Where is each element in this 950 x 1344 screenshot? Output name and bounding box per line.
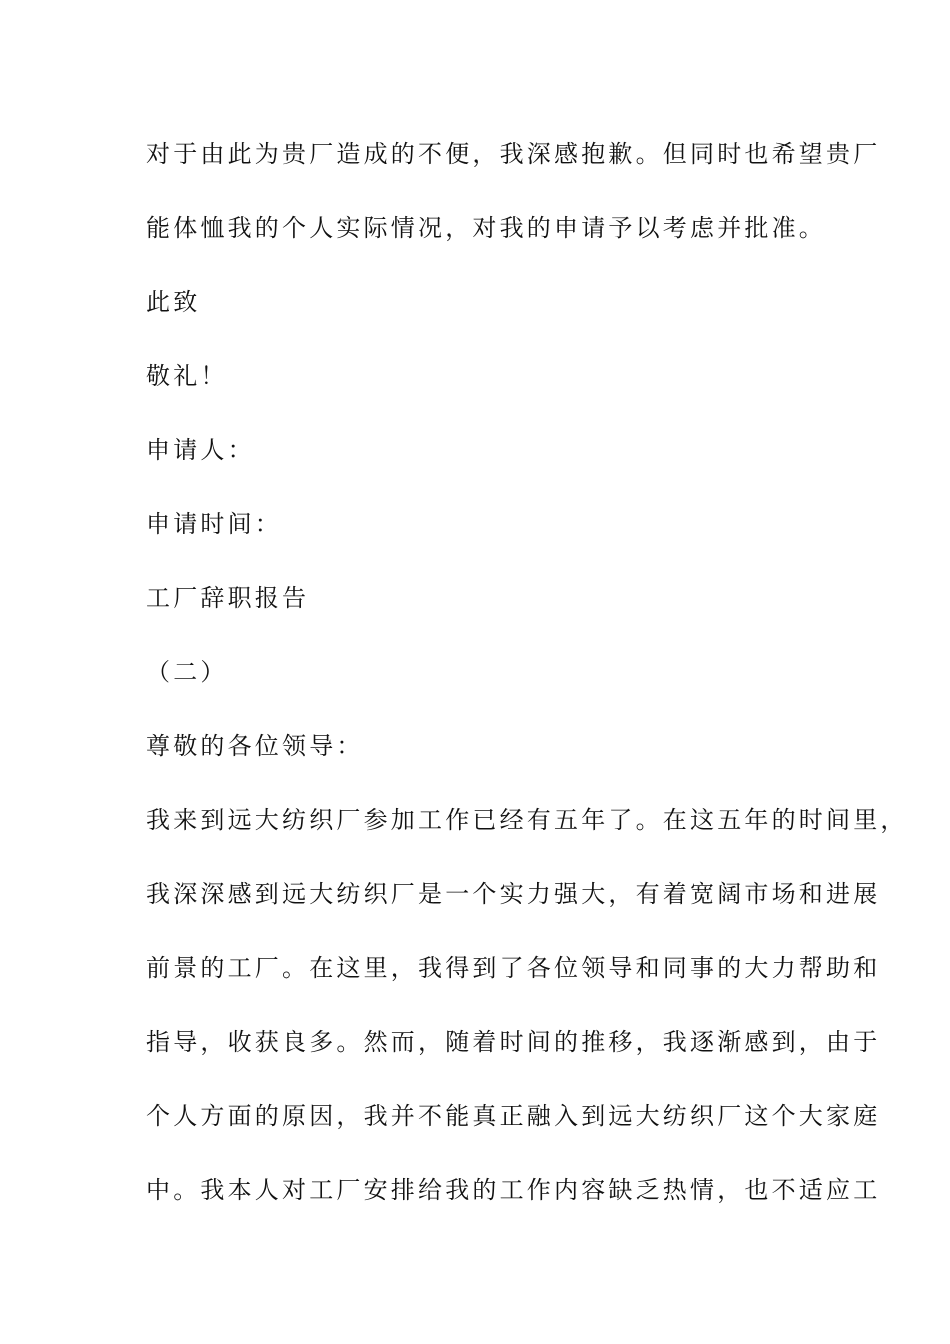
body-line: 我来到远大纺织厂参加工作已经有五年了。在这五年的时间里， bbox=[146, 806, 908, 834]
application-date-label: 申请时间： bbox=[146, 510, 282, 538]
section-title: 工厂辞职报告 bbox=[146, 584, 310, 612]
document-body bbox=[146, 128, 908, 1238]
body-line: 能体恤我的个人实际情况，对我的申请予以考虑并批准。 bbox=[146, 214, 826, 242]
body-line: 前景的工厂。在这里，我得到了各位领导和同事的大力帮助和 bbox=[146, 954, 881, 982]
body-line: 中。我本人对工厂安排给我的工作内容缺乏热情，也不适应工 bbox=[146, 1176, 881, 1204]
applicant-label: 申请人： bbox=[146, 436, 255, 464]
closing-salutation: 此致 bbox=[146, 288, 201, 316]
closing-regards: 敬礼！ bbox=[146, 362, 228, 390]
greeting: 尊敬的各位领导： bbox=[146, 732, 364, 760]
body-line: 个人方面的原因，我并不能真正融入到远大纺织厂这个大家庭 bbox=[146, 1102, 881, 1130]
body-line: 指导，收获良多。然而，随着时间的推移，我逐渐感到，由于 bbox=[146, 1028, 881, 1056]
section-number: （二） bbox=[146, 658, 228, 686]
body-line: 对于由此为贵厂造成的不便，我深感抱歉。但同时也希望贵厂 bbox=[146, 140, 881, 168]
body-line: 我深深感到远大纺织厂是一个实力强大，有着宽阔市场和进展 bbox=[146, 880, 881, 908]
